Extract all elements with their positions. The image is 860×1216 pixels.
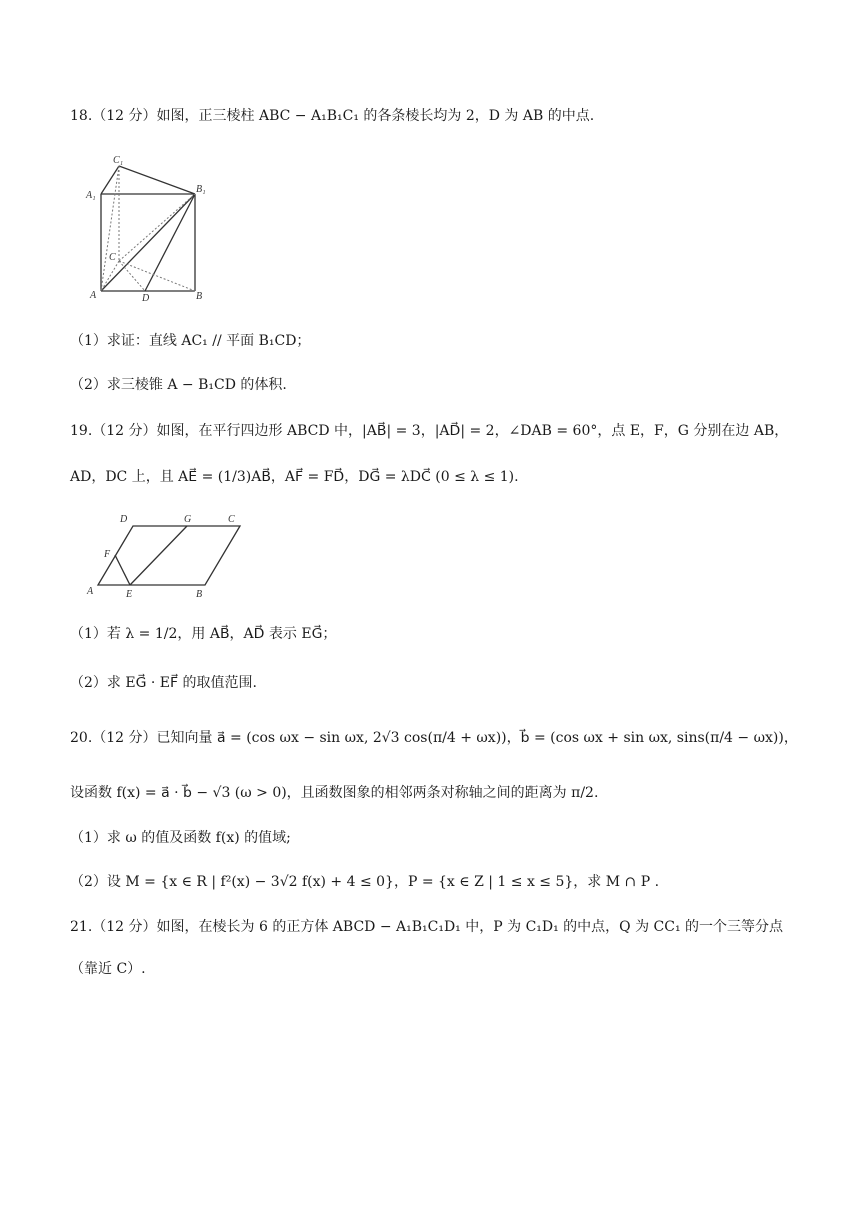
q18-part1-text: （1）求证：直线 AC₁ // 平面 B₁CD； — [70, 333, 311, 349]
label-C1: C₁ — [113, 155, 124, 166]
label-B1: B₁ — [196, 184, 206, 195]
q18-stem-text: 18.（12 分）如图，正三棱柱 ABC − A₁B₁C₁ 的各条棱长均为 2，D 为 AB 的中点. — [70, 108, 595, 124]
label-D: D — [142, 293, 150, 304]
q21-stem2-text: （靠近 C）. — [70, 961, 146, 977]
label-C: C — [228, 514, 235, 525]
q19-part1 — [70, 624, 800, 644]
q18-part2 — [70, 375, 800, 395]
label-A: A — [90, 290, 97, 301]
q19-stem-line2 — [70, 467, 800, 487]
q21-stem-line1 — [70, 917, 800, 937]
q18-stem — [70, 106, 800, 126]
prism-diagram — [82, 148, 222, 308]
label-C: C — [109, 252, 116, 263]
q19-stem-line1 — [70, 421, 800, 441]
q19-part1-text: （1）若 λ = 1/2，用 AB⃗，AD⃗ 表示 EG⃗； — [70, 626, 337, 642]
q20-part2-text: （2）设 M = {x ∈ R | f²(x) − 3√2 f(x) + 4 ≤ 0}，P = {x ∈ Z | 1 ≤ x ≤ 5}，求 M ∩ P . — [70, 874, 660, 890]
label-B: B — [196, 291, 203, 302]
label-A1: A₁ — [86, 190, 96, 201]
q19-part2-text: （2）求 EG⃗ · EF⃗ 的取值范围. — [70, 675, 257, 691]
label-A: A — [87, 586, 94, 597]
q19-part2 — [70, 673, 800, 693]
q18-part2-text: （2）求三棱锥 A − B₁CD 的体积. — [70, 377, 287, 393]
q19-stem1-text: 19.（12 分）如图，在平行四边形 ABCD 中，|AB⃗| = 3，|AD⃗| = 2，∠DAB = 60°，点 E，F，G 分别在边 AB， — [70, 423, 789, 439]
q20-part1-text: （1）求 ω 的值及函数 f(x) 的值域; — [70, 830, 291, 846]
q20-stem2-text: 设函数 f(x) = a⃗ · b⃗ − √3 (ω > 0)，且函数图象的相邻两条对称轴之间的距离为 π/2. — [70, 785, 599, 801]
q20-stem-line2 — [70, 783, 800, 803]
label-E: E — [126, 589, 133, 600]
q20-stem-line1 — [70, 728, 800, 748]
parallelogram-diagram — [80, 510, 250, 602]
q20-part1 — [70, 828, 800, 848]
q21-stem-line2 — [70, 959, 800, 979]
label-B: B — [196, 589, 203, 600]
prism-figure — [82, 148, 222, 308]
q21-stem1-text: 21.（12 分）如图，在棱长为 6 的正方体 ABCD − A₁B₁C₁D₁ 中，P 为 C₁D₁ 的中点，Q 为 CC₁ 的一个三等分点 — [70, 919, 784, 935]
label-F: F — [104, 549, 111, 560]
q19-stem2-text: AD，DC 上，且 AE⃗ = (1/3)AB⃗，AF⃗ = FD⃗，DG⃗ = λDC⃗ (0 ≤ λ ≤ 1). — [70, 469, 519, 485]
q20-stem1-text: 20.（12 分）已知向量 a⃗ = (cos ωx − sin ωx, 2√3 cos(π/4 + ωx))，b⃗ = (cos ωx + sin ωx, sins(π/4 − ωx))， — [70, 730, 798, 746]
label-D: D — [120, 514, 128, 525]
parallelogram-figure — [80, 510, 250, 602]
q20-part2 — [70, 872, 800, 892]
q18-part1 — [70, 331, 800, 351]
label-G: G — [184, 514, 192, 525]
